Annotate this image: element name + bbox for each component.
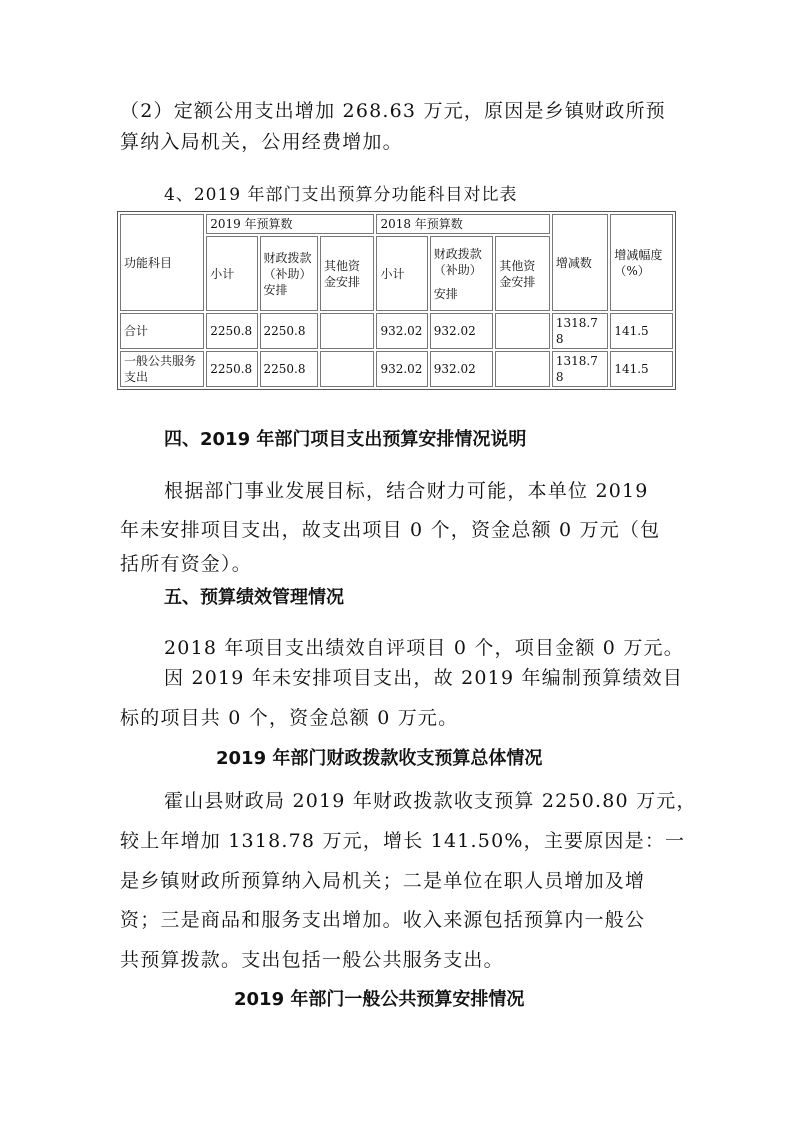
- table-row: [120, 313, 673, 349]
- cell-rate: 141.5: [610, 313, 673, 349]
- paragraph-line: 2018 年项目支出绩效自评项目 0 个，项目金额 0 万元。: [164, 637, 684, 659]
- header-rate: 增减幅度（%）: [610, 214, 673, 311]
- paragraph-line: 括所有资金）。: [120, 553, 252, 575]
- header-change: 增减数: [552, 214, 608, 311]
- header-fiscal-2018-bottom: 安排: [433, 286, 458, 301]
- header-func: 功能科目: [120, 214, 204, 311]
- paragraph-line: 是乡镇财政所预算纳入局机关；二是单位在职人员增加及增: [120, 870, 646, 892]
- cell-name: 一般公共服务支出: [120, 351, 204, 387]
- paragraph-line: 共预算拨款。支出包括一般公共服务支出。: [120, 949, 504, 971]
- header-subtotal-2018: 小计: [376, 236, 427, 311]
- section-heading: 五、预算绩效管理情况: [164, 587, 344, 608]
- header-other-2019: 其他资金安排: [320, 236, 374, 311]
- cell-fiscal2018: 932.02: [430, 313, 494, 349]
- table-title: 4、2019 年部门支出预算分功能科目对比表: [164, 185, 518, 205]
- header-fiscal-2019: 财政拨款（补助）安排: [260, 236, 319, 311]
- paragraph-line: （2）定额公用支出增加 268.63 万元，原因是乡镇财政所预: [120, 100, 666, 122]
- cell-sub2018: 932.02: [376, 351, 427, 387]
- paragraph-line: 霍山县财政局 2019 年财政拨款收支预算 2250.80 万元，: [164, 790, 697, 812]
- cell-other2019: [320, 313, 374, 349]
- header-group-2019: 2019 年预算数: [206, 214, 374, 234]
- paragraph-line: 算纳入局机关，公用经费增加。: [120, 131, 403, 153]
- header-fiscal-2018: [430, 236, 494, 311]
- cell-other2018: [495, 351, 549, 387]
- table-row: [120, 351, 673, 387]
- paragraph-line: 标的项目共 0 个，资金总额 0 万元。: [120, 707, 459, 729]
- cell-fiscal2019: 2250.8: [260, 313, 319, 349]
- header-other-2018: 其他资金安排: [495, 236, 549, 311]
- paragraph-line: 根据部门事业发展目标，结合财力可能，本单位 2019: [164, 480, 649, 502]
- cell-sub2019: 2250.8: [206, 351, 257, 387]
- paragraph-line: 因 2019 年未安排项目支出，故 2019 年编制预算绩效目: [164, 667, 684, 689]
- cell-change: 1318.78: [552, 313, 608, 349]
- cell-change: 1318.78: [552, 351, 608, 387]
- cell-fiscal2018: 932.02: [430, 351, 494, 387]
- paragraph-line: 较上年增加 1318.78 万元，增长 141.50%，主要原因是：一: [120, 830, 686, 852]
- paragraph-line: 年未安排项目支出，故支出项目 0 个，资金总额 0 万元（包: [120, 519, 661, 541]
- cell-fiscal2019: 2250.8: [260, 351, 319, 387]
- section-heading: 四、2019 年部门项目支出预算安排情况说明: [164, 429, 527, 450]
- section-heading: 2019 年部门一般公共预算安排情况: [234, 989, 525, 1010]
- paragraph-line: 资；三是商品和服务支出增加。收入来源包括预算内一般公: [120, 909, 646, 931]
- cell-name: 合计: [120, 313, 204, 349]
- cell-other2019: [320, 351, 374, 387]
- cell-sub2019: 2250.8: [206, 313, 257, 349]
- cell-sub2018: 932.02: [376, 313, 427, 349]
- cell-other2018: [495, 313, 549, 349]
- header-subtotal-2019: 小计: [206, 236, 257, 311]
- section-heading: 2019 年部门财政拨款收支预算总体情况: [216, 748, 543, 769]
- budget-comparison-table: [117, 211, 676, 390]
- header-group-2018: 2018 年预算数: [376, 214, 549, 234]
- cell-rate: 141.5: [610, 351, 673, 387]
- header-fiscal-2018-top: 财政拨款（补助）: [433, 246, 482, 277]
